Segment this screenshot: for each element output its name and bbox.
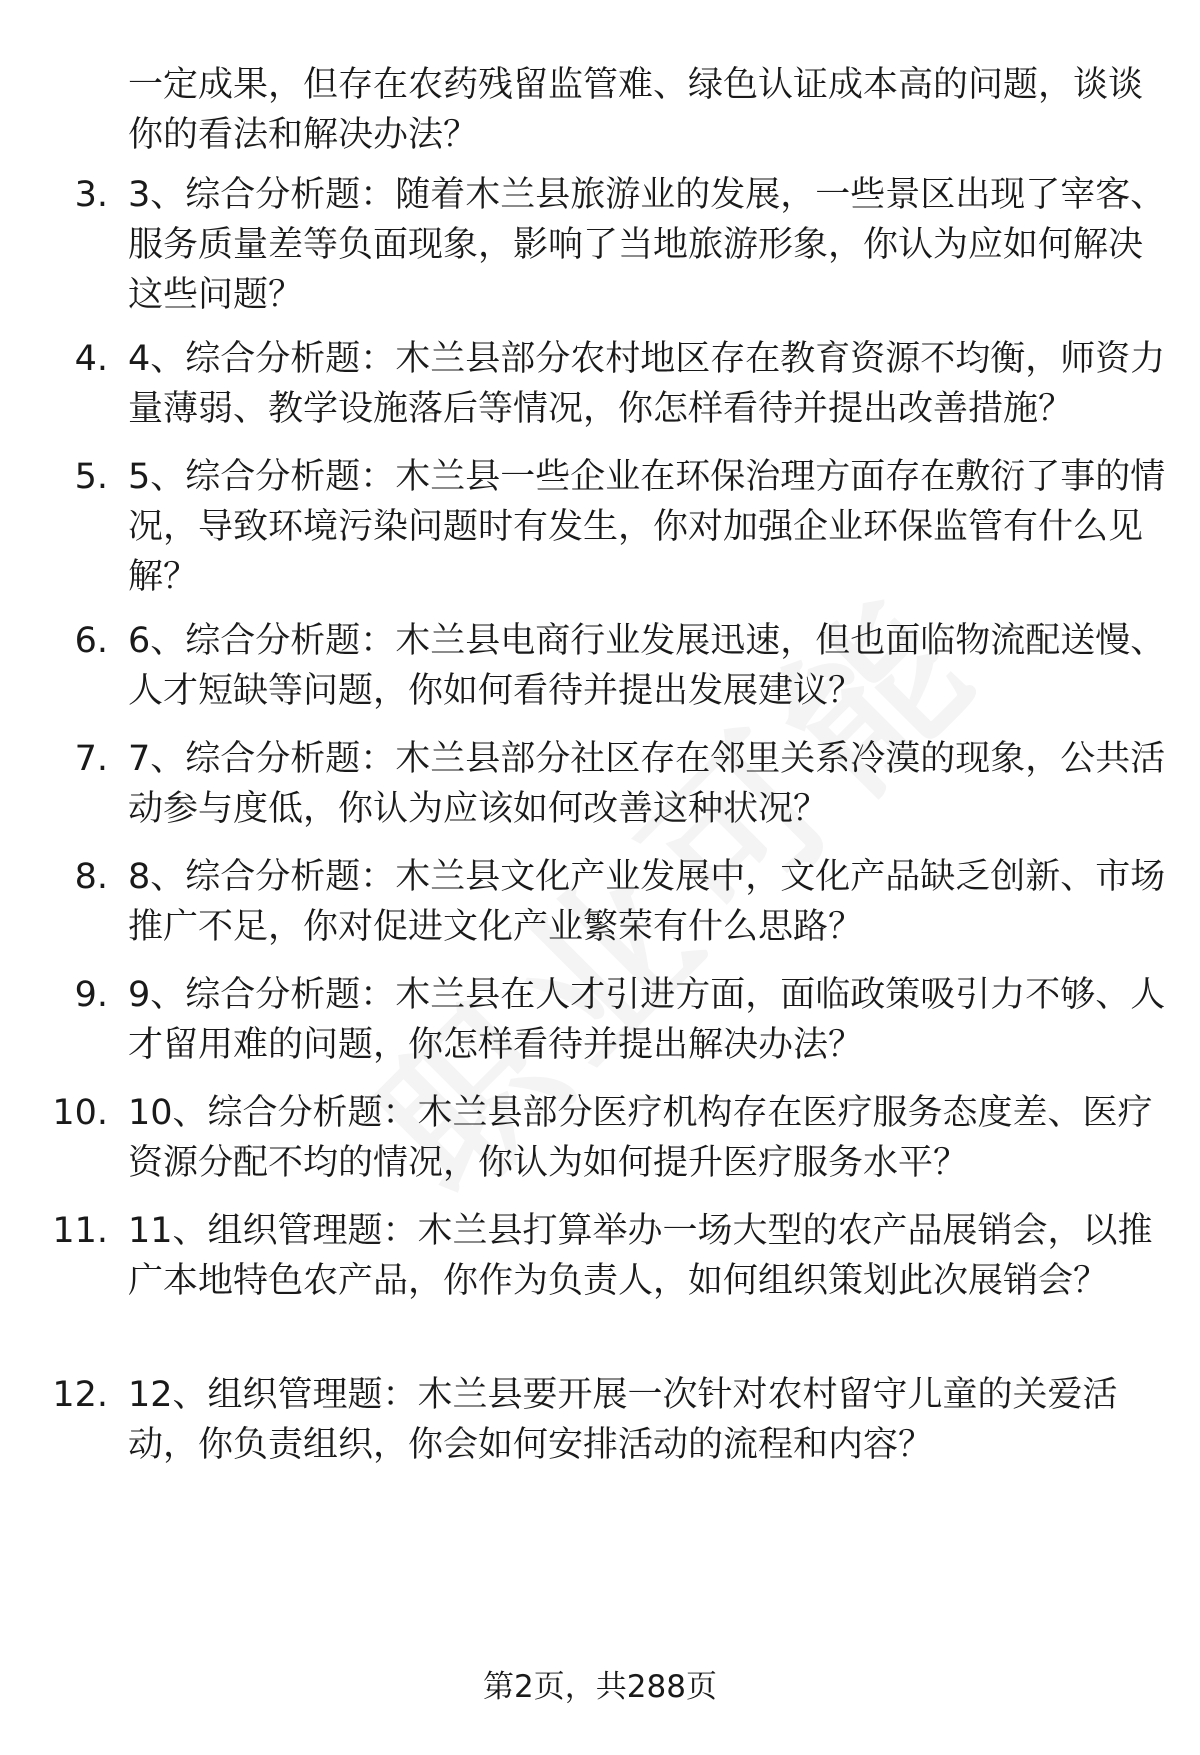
- question-number: 3.: [74, 175, 108, 215]
- question-number: 7.: [74, 739, 108, 779]
- question-text: 9、综合分析题：木兰县在人才引进方面，面临政策吸引力不够、人才留用难的问题，你怎样看待并提出解决办法？: [128, 975, 1166, 1065]
- question-text: 10、综合分析题：木兰县部分医疗机构存在医疗服务态度差、医疗资源分配不均的情况，你认为如何提升医疗服务水平？: [128, 1093, 1153, 1183]
- question-text: 4、综合分析题：木兰县部分农村地区存在教育资源不均衡，师资力量薄弱、教学设施落后等情况，你怎样看待并提出改善措施？: [128, 339, 1166, 429]
- page-footer: 第2页，共288页: [483, 1669, 717, 1705]
- question-text: 7、综合分析题：木兰县部分社区存在邻里关系冷漠的现象，公共活动参与度低，你认为应该如何改善这种状况？: [128, 739, 1166, 829]
- continued-question-text: 一定成果，但存在农药残留监管难、绿色认证成本高的问题，谈谈你的看法和解决办法？: [128, 65, 1144, 155]
- question-number: 6.: [74, 621, 108, 661]
- question-text: 3、综合分析题：随着木兰县旅游业的发展，一些景区出现了宰客、服务质量差等负面现象，影响了当地旅游形象，你认为应如何解决这些问题？: [128, 175, 1166, 315]
- question-number: 10.: [52, 1093, 108, 1133]
- question-number: 4.: [74, 339, 108, 379]
- question-number: 12.: [52, 1375, 108, 1415]
- question-text: 6、综合分析题：木兰县电商行业发展迅速，但也面临物流配送慢、人才短缺等问题，你如何看待并提出发展建议？: [128, 621, 1166, 711]
- question-text: 5、综合分析题：木兰县一些企业在环保治理方面存在敷衍了事的情况，导致环境污染问题时有发生，你对加强企业环保监管有什么见解？: [128, 457, 1166, 597]
- question-number: 5.: [74, 457, 108, 497]
- question-text: 12、组织管理题：木兰县要开展一次针对农村留守儿童的关爱活动，你负责组织，你会如何安排活动的流程和内容？: [128, 1375, 1118, 1465]
- question-text: 8、综合分析题：木兰县文化产业发展中，文化产品缺乏创新、市场推广不足，你对促进文化产业繁荣有什么思路？: [128, 857, 1166, 947]
- question-number: 8.: [74, 857, 108, 897]
- question-text: 11、组织管理题：木兰县打算举办一场大型的农产品展销会，以推广本地特色农产品，你作为负责人，如何组织策划此次展销会？: [128, 1211, 1153, 1301]
- question-number: 9.: [74, 975, 108, 1015]
- question-number: 11.: [52, 1211, 108, 1251]
